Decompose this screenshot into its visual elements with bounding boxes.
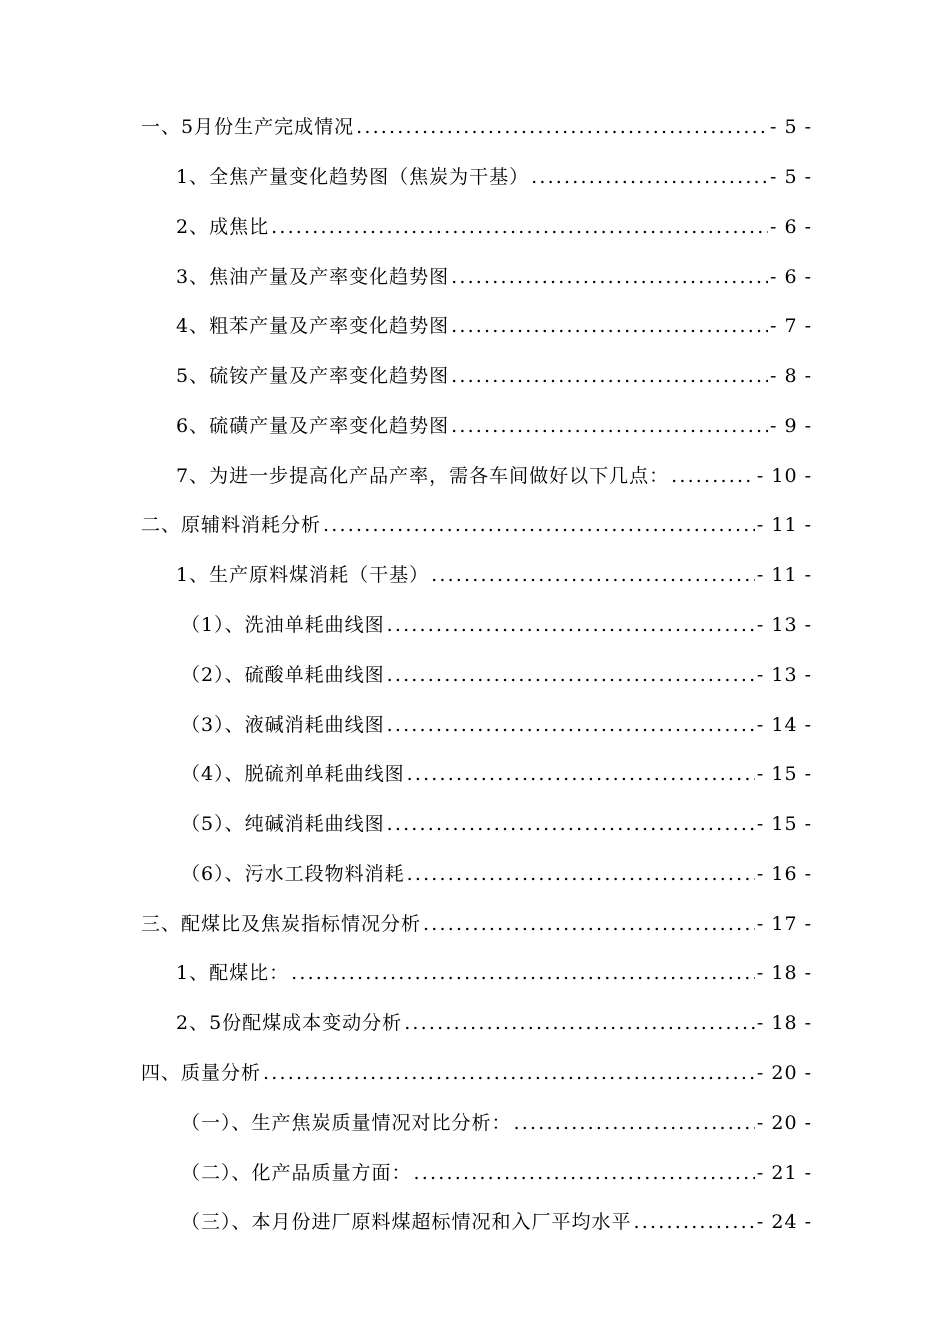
- toc-entry-label: （一）、生产焦炭质量情况对比分析：: [181, 1112, 512, 1134]
- dot-leader: [407, 859, 755, 889]
- toc-entry-label: （1）、洗油单耗曲线图: [181, 614, 385, 636]
- toc-entry-label: （6）、污水工段物料消耗: [181, 863, 405, 885]
- toc-entry-label: 四、质量分析: [141, 1062, 262, 1084]
- toc-entry[interactable]: [181, 1108, 812, 1138]
- toc-entry-page: - 6 -: [769, 216, 812, 238]
- dot-leader: [387, 660, 755, 690]
- toc-entry[interactable]: [181, 1158, 812, 1188]
- toc-entry-page: - 5 -: [769, 116, 812, 138]
- toc-entry-label: 1、生产原料煤消耗（干基）: [176, 564, 430, 586]
- toc-entry-page: - 9 -: [769, 415, 812, 437]
- toc-entry-label: （5）、纯碱消耗曲线图: [181, 813, 385, 835]
- toc-entry-label: （2）、硫酸单耗曲线图: [181, 664, 385, 686]
- toc-entry-page: - 11 -: [756, 514, 812, 536]
- dot-leader: [323, 510, 755, 540]
- dot-leader: [451, 411, 768, 441]
- toc-entry-label: 1、全焦产量变化趋势图（焦炭为干基）: [176, 166, 530, 188]
- toc-entry[interactable]: [176, 212, 812, 242]
- toc-entry-label: 5、硫铵产量及产率变化趋势图: [176, 365, 450, 387]
- dot-leader: [531, 162, 768, 192]
- toc-entry[interactable]: [141, 1058, 812, 1088]
- toc-entry-label: （二）、化产品质量方面：: [181, 1162, 412, 1184]
- toc-entry[interactable]: [176, 560, 812, 590]
- toc-entry-page: - 11 -: [756, 564, 812, 586]
- toc-entry-page: - 6 -: [769, 266, 812, 288]
- dot-leader: [407, 759, 755, 789]
- dot-leader: [387, 610, 755, 640]
- toc-entry-label: 二、原辅料消耗分析: [141, 514, 322, 536]
- toc-entry-page: - 7 -: [769, 315, 812, 337]
- toc-entry[interactable]: [141, 112, 812, 142]
- toc-entry-page: - 5 -: [769, 166, 812, 188]
- toc-entry[interactable]: [176, 1008, 812, 1038]
- dot-leader: [387, 809, 755, 839]
- toc-entry[interactable]: [181, 610, 812, 640]
- toc-entry[interactable]: [176, 411, 812, 441]
- toc-entry-page: - 13 -: [756, 614, 812, 636]
- dot-leader: [423, 909, 755, 939]
- dot-leader: [514, 1108, 755, 1138]
- toc-entry-page: - 17 -: [756, 913, 812, 935]
- toc-entry[interactable]: [176, 958, 812, 988]
- dot-leader: [451, 262, 768, 292]
- toc-entry-label: 三、配煤比及焦炭指标情况分析: [141, 913, 422, 935]
- toc-entry-page: - 14 -: [756, 714, 812, 736]
- toc-entry-label: 3、焦油产量及产率变化趋势图: [176, 266, 450, 288]
- toc-entry-label: （4）、脱硫剂单耗曲线图: [181, 763, 405, 785]
- toc-entry-page: - 15 -: [756, 813, 812, 835]
- toc-entry-page: - 18 -: [756, 962, 812, 984]
- toc-entry-page: - 21 -: [756, 1162, 812, 1184]
- dot-leader: [387, 710, 755, 740]
- dot-leader: [451, 311, 768, 341]
- dot-leader: [431, 560, 755, 590]
- toc-entry[interactable]: [176, 461, 812, 491]
- toc-entry[interactable]: [176, 262, 812, 292]
- dot-leader: [404, 1008, 755, 1038]
- dot-leader: [671, 461, 755, 491]
- toc-entry[interactable]: [181, 759, 812, 789]
- toc-entry[interactable]: [141, 510, 812, 540]
- dot-leader: [271, 212, 768, 242]
- toc-entry-label: 2、5份配煤成本变动分析: [176, 1012, 403, 1034]
- toc-entry[interactable]: [181, 809, 812, 839]
- dot-leader: [414, 1158, 755, 1188]
- toc-entry[interactable]: [176, 361, 812, 391]
- toc-entry-label: 2、成焦比: [176, 216, 270, 238]
- toc-entry-label: 7、为进一步提高化产品产率，需各车间做好以下几点：: [176, 465, 670, 487]
- toc-entry-page: - 24 -: [756, 1211, 812, 1233]
- toc-entry-label: （三）、本月份进厂原料煤超标情况和入厂平均水平: [181, 1211, 632, 1233]
- toc-entry-label: 一、5月份生产完成情况: [141, 116, 355, 138]
- dot-leader: [291, 958, 755, 988]
- toc-entry-page: - 13 -: [756, 664, 812, 686]
- toc-entry-label: 1、配煤比：: [176, 962, 290, 984]
- toc-entry[interactable]: [176, 311, 812, 341]
- dot-leader: [263, 1058, 755, 1088]
- toc-entry-page: - 20 -: [756, 1112, 812, 1134]
- dot-leader: [451, 361, 768, 391]
- toc-entry-page: - 8 -: [769, 365, 812, 387]
- toc-entry-label: 6、硫磺产量及产率变化趋势图: [176, 415, 450, 437]
- toc-entry[interactable]: [176, 162, 812, 192]
- toc-entry[interactable]: [181, 660, 812, 690]
- toc-entry[interactable]: [181, 859, 812, 889]
- toc-entry-page: - 20 -: [756, 1062, 812, 1084]
- dot-leader: [356, 112, 768, 142]
- toc-entry-label: （3）、液碱消耗曲线图: [181, 714, 385, 736]
- toc-entry-page: - 10 -: [756, 465, 812, 487]
- toc-entry[interactable]: [141, 909, 812, 939]
- dot-leader: [634, 1207, 755, 1237]
- toc-entry[interactable]: [181, 710, 812, 740]
- toc-entry[interactable]: [181, 1207, 812, 1237]
- toc-entry-page: - 16 -: [756, 863, 812, 885]
- toc-entry-page: - 15 -: [756, 763, 812, 785]
- toc-entry-page: - 18 -: [756, 1012, 812, 1034]
- toc-entry-label: 4、粗苯产量及产率变化趋势图: [176, 315, 450, 337]
